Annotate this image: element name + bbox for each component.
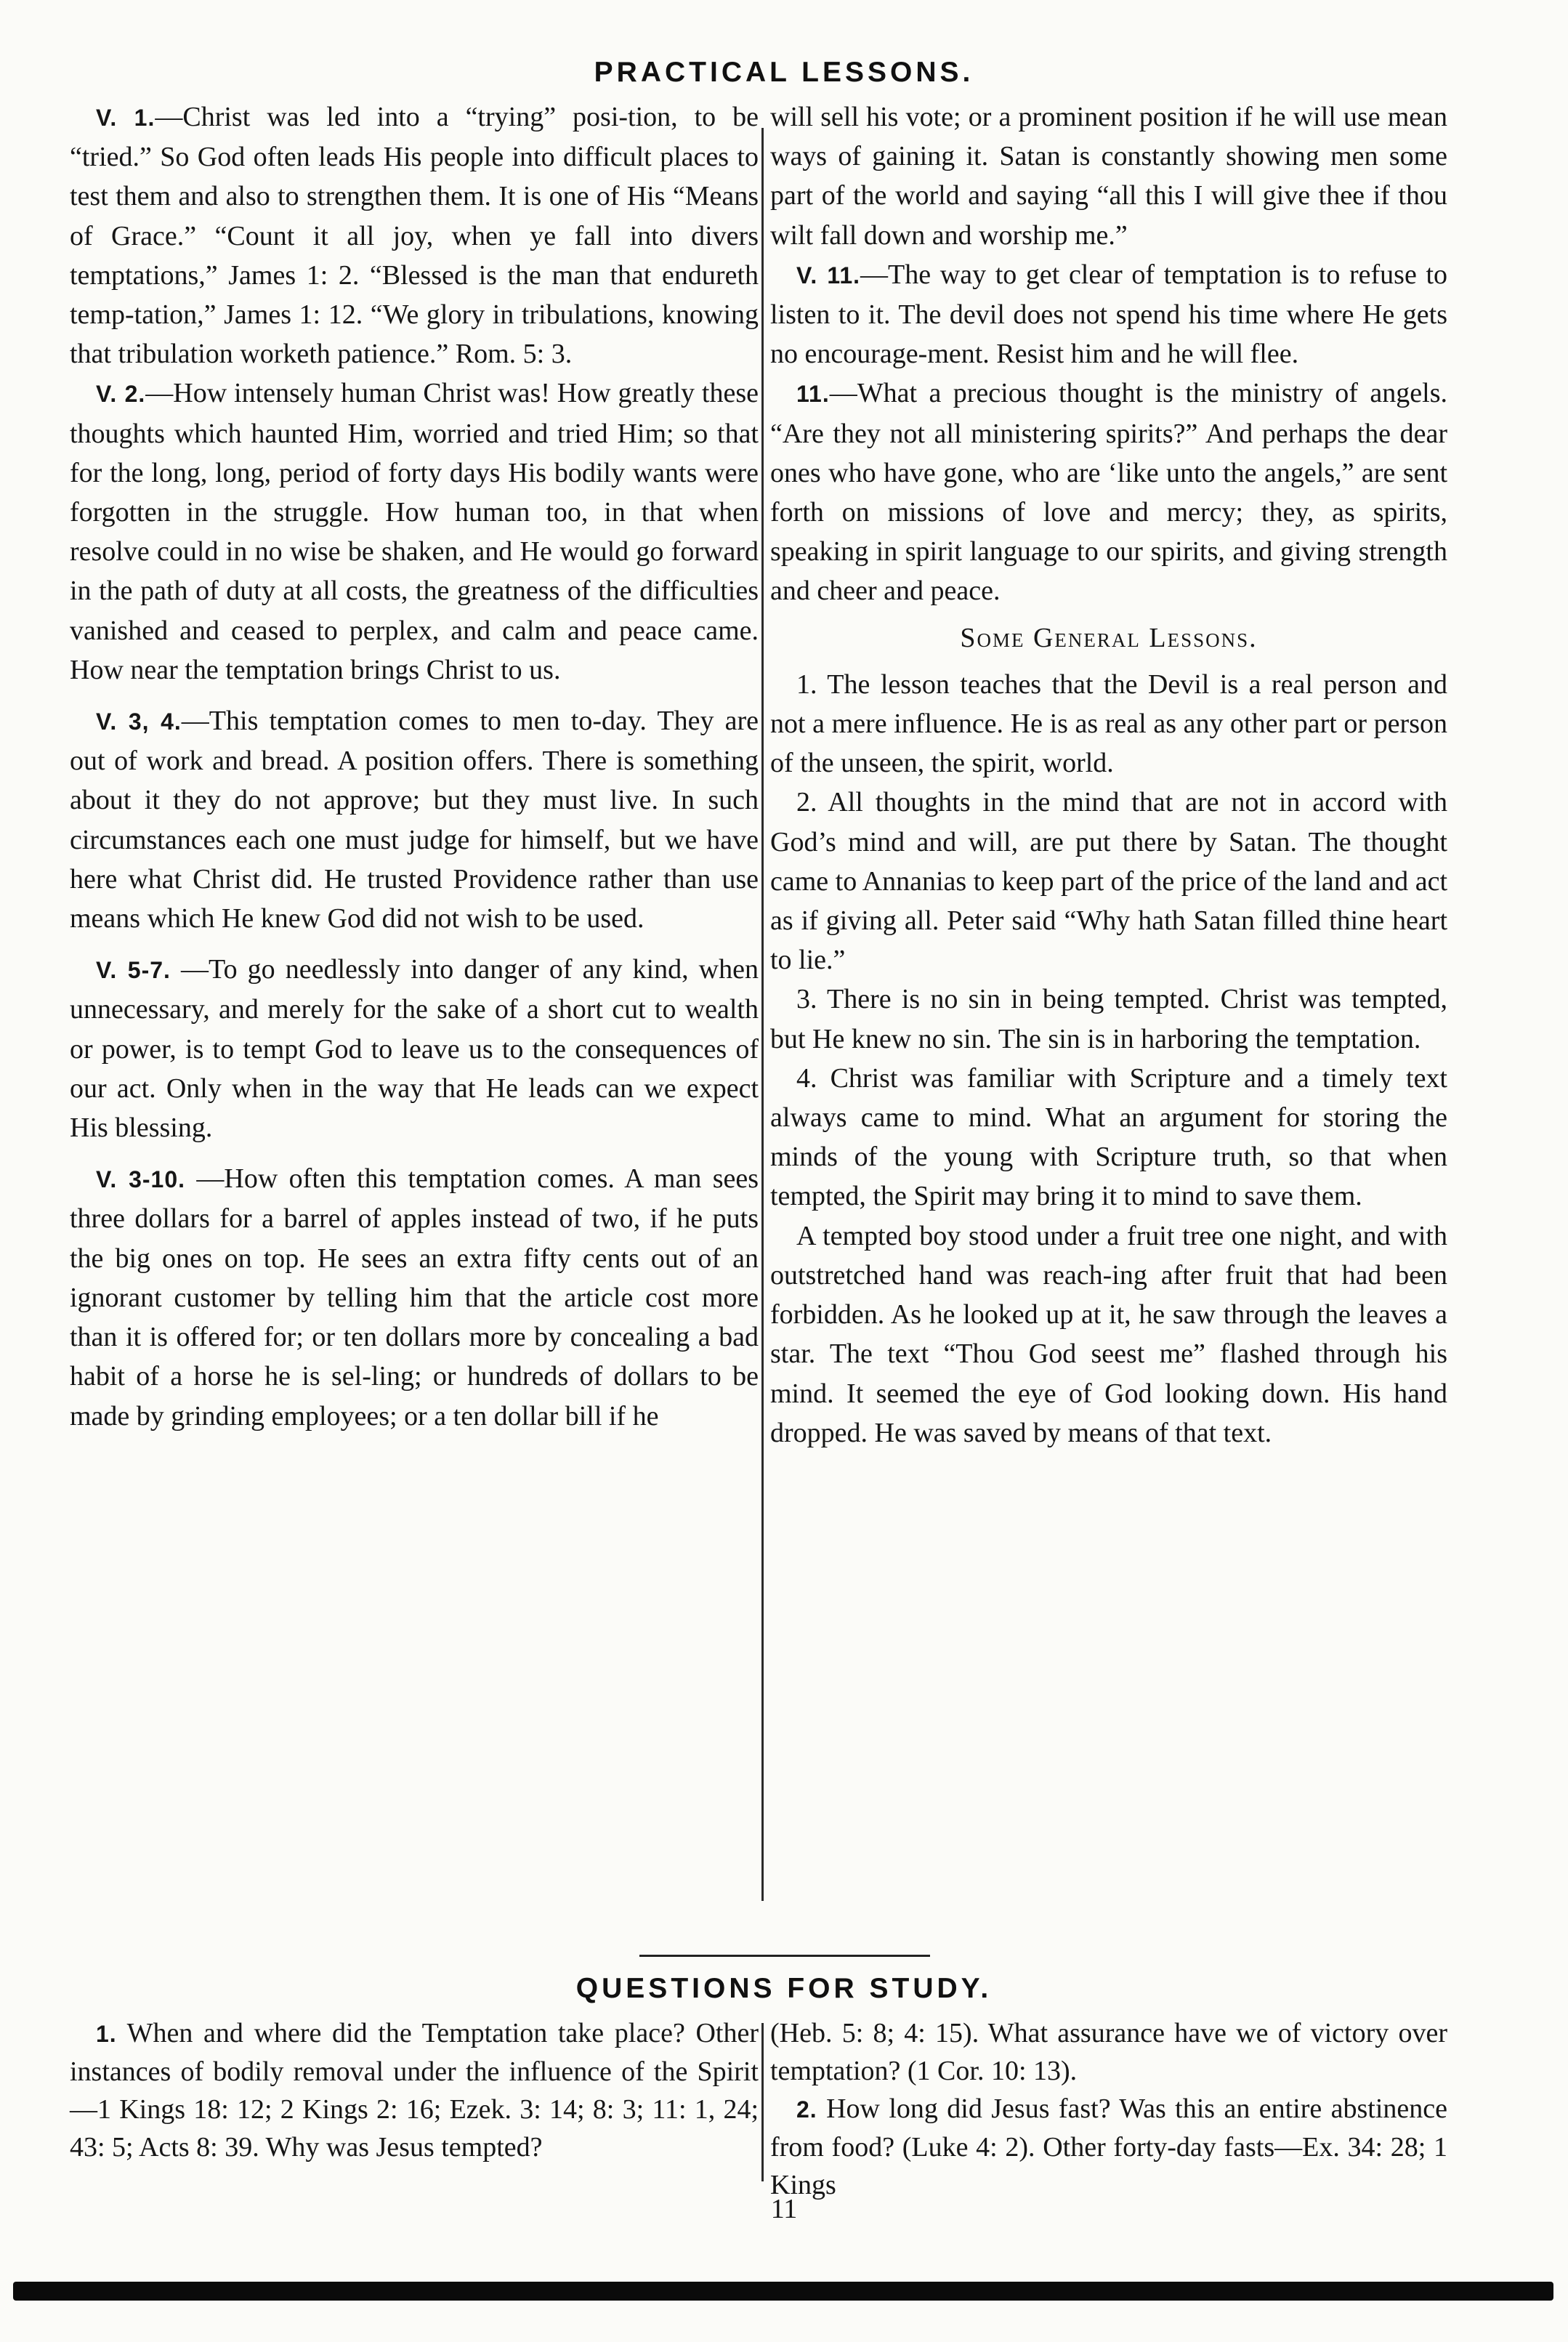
lesson-paragraph xyxy=(70,97,759,373)
question-text: How long did Jesus fast? Was this an entire abstinence from food? (Luke 4: 2). Other forty-day fasts—Ex. 34: 28; 1 Kings xyxy=(770,2093,1447,2200)
lesson-paragraph xyxy=(70,373,759,690)
verse-tag: V. 5-7. xyxy=(96,957,171,984)
section-rule xyxy=(639,1955,930,1957)
lesson-paragraph xyxy=(770,255,1447,374)
question-text: When and where did the Temptation take place? Other instances of bodily removal under the influence of the Spirit—1 Kings 18: 12; 2 Kings 2: 16; Ezek. 3: 14; 8: 3; 11: 1, 24; 43: 5; Acts 8: 39. Why was Jesus tempted? xyxy=(70,2018,759,2163)
questions-heading: QUESTIONS FOR STUDY. xyxy=(575,1973,993,2004)
lesson-text: —How intensely human Christ was! How greatly these thoughts which haunted Him, worried and tried Him; so that for the long, long, period of forty days His bodily wants were forgotten in the struggle. How human too, in that when resolve could in no wise be shaken, and He would go forward in the path of duty at all costs, the greatness of the difficulties vanished and ceased to perplex, and calm and peace came. How near the temptation brings Christ to us. xyxy=(70,378,759,685)
questions-left-column xyxy=(70,2014,759,2166)
column-divider xyxy=(761,128,764,1901)
verse-tag: V. 1. xyxy=(96,105,155,131)
question-number: 2. xyxy=(796,2096,817,2123)
lesson-paragraph xyxy=(70,701,759,938)
general-lesson: 1. The lesson teaches that the Devil is a real person and not a mere influence. He is as real as any other part or person of the unseen, the spirit, world. xyxy=(770,669,1447,779)
lesson-paragraph xyxy=(70,1159,759,1435)
general-lesson: 2. All thoughts in the mind that are not in accord with God’s mind and will, are put there by Satan. The thought came to Annanias to keep part of the price of the land and act as if giving all. Peter said “Why hath Satan filled thine heart to lie.” xyxy=(770,787,1447,976)
page-edge-bar xyxy=(13,2282,1553,2301)
practical-lessons-heading: PRACTICAL LESSONS. xyxy=(594,57,974,88)
column-divider xyxy=(761,2023,764,2181)
question-paragraph xyxy=(770,2090,1447,2204)
page-number: 11 xyxy=(770,2194,798,2224)
lesson-paragraph xyxy=(770,97,1447,255)
general-lesson: A tempted boy stood under a fruit tree one night, and with outstretched hand was reach-ing after fruit that had been forbidden. As he looked up at it, he saw through the leaves a star. The text “Thou God seest me” flashed through his mind. It seemed the eye of God looking down. His hand dropped. He was saved by means of that text. xyxy=(770,1220,1447,1448)
questions-right-column xyxy=(770,2014,1447,2204)
general-lesson: 3. There is no sin in being tempted. Christ was tempted, but He knew no sin. The sin is in harboring the temptation. xyxy=(770,984,1447,1054)
general-lessons-heading: Some General Lessons. xyxy=(960,622,1258,653)
verse-tag: 11. xyxy=(796,381,830,408)
lesson-text: —This temptation comes to men to-day. They are out of work and bread. A position offers. There is something about it they do not approve; but they must live. In such circumstances each one must judge for himself, but we have here what Christ did. He trusted Providence rather than use means which He knew God did not wish to be used. xyxy=(70,706,759,934)
general-lesson: 4. Christ was familiar with Scripture and a timely text always came to mind. What an argument for storing the minds of the young with Scripture truth, so that when tempted, the Spirit may bring it to mind to save them. xyxy=(770,1062,1447,1212)
lesson-text: —How often this temptation comes. A man sees three dollars for a barrel of apples instead of two, if he puts the big ones on top. He sees an extra fifty cents out of an ignorant customer by telling him that the article cost more than it is offered for; or ten dollars more by concealing a bad habit of a horse he is sel-ling; or hundreds of dollars to be made by grinding employees; or a ten dollar bill if he xyxy=(70,1163,759,1432)
left-column xyxy=(70,97,759,1436)
right-column xyxy=(770,97,1447,1453)
lesson-text: —The way to get clear of temptation is to refuse to listen to it. The devil does not spend his time where He gets no encourage-ment. Resist him and he will flee. xyxy=(770,259,1447,370)
lesson-paragraph xyxy=(70,950,759,1147)
verse-tag: V. 2. xyxy=(96,381,146,408)
verse-tag: V. 3, 4. xyxy=(96,708,182,735)
lesson-text: will sell his vote; or a prominent position if he will use mean ways of gaining it. Satan is constantly showing men some part of the world and saying “all this I will give thee if thou wilt fall down and worship me.” xyxy=(770,102,1447,251)
question-continuation: (Heb. 5: 8; 4: 15). What assurance have we of victory over temptation? (1 Cor. 10: 13). xyxy=(770,2018,1447,2086)
question-paragraph xyxy=(70,2014,759,2166)
lesson-text: —Christ was led into a “trying” posi-tion, to be “tried.” So God often leads His people into difficult places to test them and also to strengthen them. It is one of His “Means of Grace.” “Count it all joy, when ye fall into divers temptations,” James 1: 2. “Blessed is the man that endureth temp-tation,” James 1: 12. “We glory in tribulations, knowing that tribulation worketh patience.” Rom. 5: 3. xyxy=(70,102,759,370)
lesson-paragraph xyxy=(770,373,1447,610)
question-number: 1. xyxy=(96,2021,117,2047)
lesson-text: —What a precious thought is the ministry of angels. “Are they not all ministering spirits?” And perhaps the dear ones who have gone, who are ‘like unto the angels,” are sent forth on missions of love and mercy; they, as spirits, speaking in spirit language to our spirits, and giving strength and cheer and peace. xyxy=(770,378,1447,607)
verse-tag: V. 11. xyxy=(796,262,861,288)
verse-tag: V. 3-10. xyxy=(96,1166,186,1193)
lesson-text: —To go needlessly into danger of any kind, when unnecessary, and merely for the sake of a short cut to wealth or power, is to tempt God to leave us to the consequences of our act. Only when in the way that He leads can we expect His blessing. xyxy=(70,954,759,1144)
